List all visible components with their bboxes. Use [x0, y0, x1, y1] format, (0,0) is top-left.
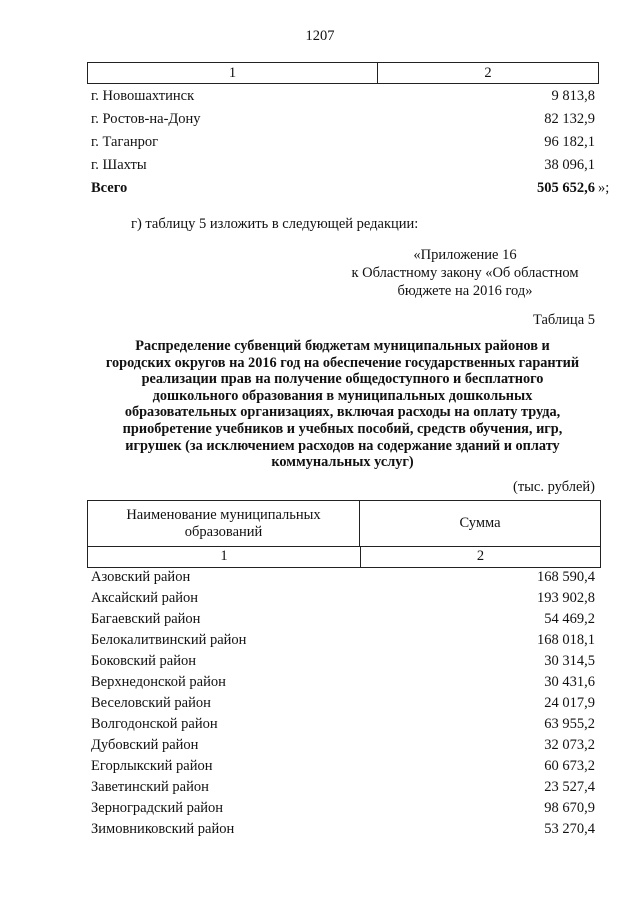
row-value: 9 813,8 [551, 88, 595, 104]
table-row [91, 735, 595, 756]
row-name: Дубовский район [91, 737, 199, 753]
table-title [80, 338, 605, 471]
row-name: Азовский район [91, 569, 191, 585]
appendix-line: «Приложение 16 [413, 247, 517, 263]
total-label: Всего [91, 180, 128, 196]
row-value: 54 469,2 [544, 611, 595, 627]
row-value: 168 590,4 [537, 569, 595, 585]
appendix-line: к Областному закону «Об областном [351, 265, 579, 281]
row-value: 60 673,2 [544, 758, 595, 774]
table-row [91, 819, 595, 840]
municipality-list [91, 567, 595, 840]
column-number-2: 2 [476, 548, 485, 564]
table-row [91, 756, 595, 777]
row-value: 96 182,1 [544, 134, 595, 150]
page-number: 1207 [305, 28, 335, 44]
title-line: коммунальных услуг) [271, 454, 414, 471]
table-row [91, 693, 595, 714]
title-line: приобретение учебников и учебных пособий, средств обучения, игр, [122, 420, 563, 437]
row-value: 98 670,9 [544, 800, 595, 816]
row-value: 53 270,4 [544, 821, 595, 837]
table-row [91, 630, 595, 651]
table-row [91, 588, 595, 609]
header-sum: Сумма [459, 515, 501, 531]
table-row [91, 651, 595, 672]
row-value: 24 017,9 [544, 695, 595, 711]
title-line: реализации прав на получение общедоступного и бесплатного [141, 371, 544, 388]
row-value: 32 073,2 [544, 737, 595, 753]
units-label: (тыс. рублей) [513, 479, 595, 495]
row-name: Егорлыкский район [91, 758, 213, 774]
table-row [91, 132, 595, 152]
header-municipality: Наименование муниципальных образований [88, 501, 360, 546]
row-name: Багаевский район [91, 611, 201, 627]
row-name: Зимовниковский район [91, 821, 235, 837]
total-value: 505 652,6 [537, 180, 595, 196]
instruction-paragraph: г) таблицу 5 изложить в следующей редакции: [131, 216, 419, 232]
appendix-line: бюджете на 2016 год» [397, 283, 533, 299]
column-number-1: 1 [88, 63, 378, 83]
row-name: г. Ростов-на-Дону [91, 111, 201, 127]
row-name: Заветинский район [91, 779, 209, 795]
table-row [91, 777, 595, 798]
row-value: 30 431,6 [544, 674, 595, 690]
column-number-2: 2 [484, 65, 492, 81]
row-name: Аксайский район [91, 590, 199, 606]
row-name: г. Таганрог [91, 134, 159, 150]
row-value: 168 018,1 [537, 632, 595, 648]
row-name: Зерноградский район [91, 800, 224, 816]
total-row [91, 178, 595, 198]
table-row [91, 86, 595, 106]
continuation-table-header [87, 62, 599, 84]
row-value: 30 314,5 [544, 653, 595, 669]
row-name: Веселовский район [91, 695, 211, 711]
row-value: 193 902,8 [537, 590, 595, 606]
table-row [91, 155, 595, 175]
total-tail: »; [598, 180, 610, 196]
table-row [91, 798, 595, 819]
row-name: Верхнедонской район [91, 674, 226, 690]
title-line: образовательных организациях, включая расходы на оплату труда, [124, 404, 561, 421]
row-value: 23 527,4 [544, 779, 595, 795]
table-row [91, 567, 595, 588]
title-line: Распределение субвенций бюджетам муниципальных районов и [135, 338, 550, 354]
title-line: дошкольного образования в муниципальных дошкольных [152, 387, 533, 404]
row-value: 82 132,9 [544, 111, 595, 127]
main-table-header [87, 500, 601, 568]
row-name: Волгодонской район [91, 716, 218, 732]
table-label: Таблица 5 [532, 312, 595, 328]
title-line: городских округов на 2016 год на обеспечение государственных гарантий [105, 354, 580, 371]
table-row [91, 714, 595, 735]
row-value: 63 955,2 [544, 716, 595, 732]
title-line: игрушек (за исключением расходов на содержание зданий и оплату [125, 437, 560, 454]
row-name: г. Шахты [91, 157, 147, 173]
table-row [91, 609, 595, 630]
table-row [91, 672, 595, 693]
appendix-reference [330, 246, 600, 300]
row-name: г. Новошахтинск [91, 88, 195, 104]
row-value: 38 096,1 [544, 157, 595, 173]
table-row [91, 109, 595, 129]
column-number-1: 1 [88, 547, 361, 567]
row-name: Белокалитвинский район [91, 632, 247, 648]
row-name: Боковский район [91, 653, 196, 669]
